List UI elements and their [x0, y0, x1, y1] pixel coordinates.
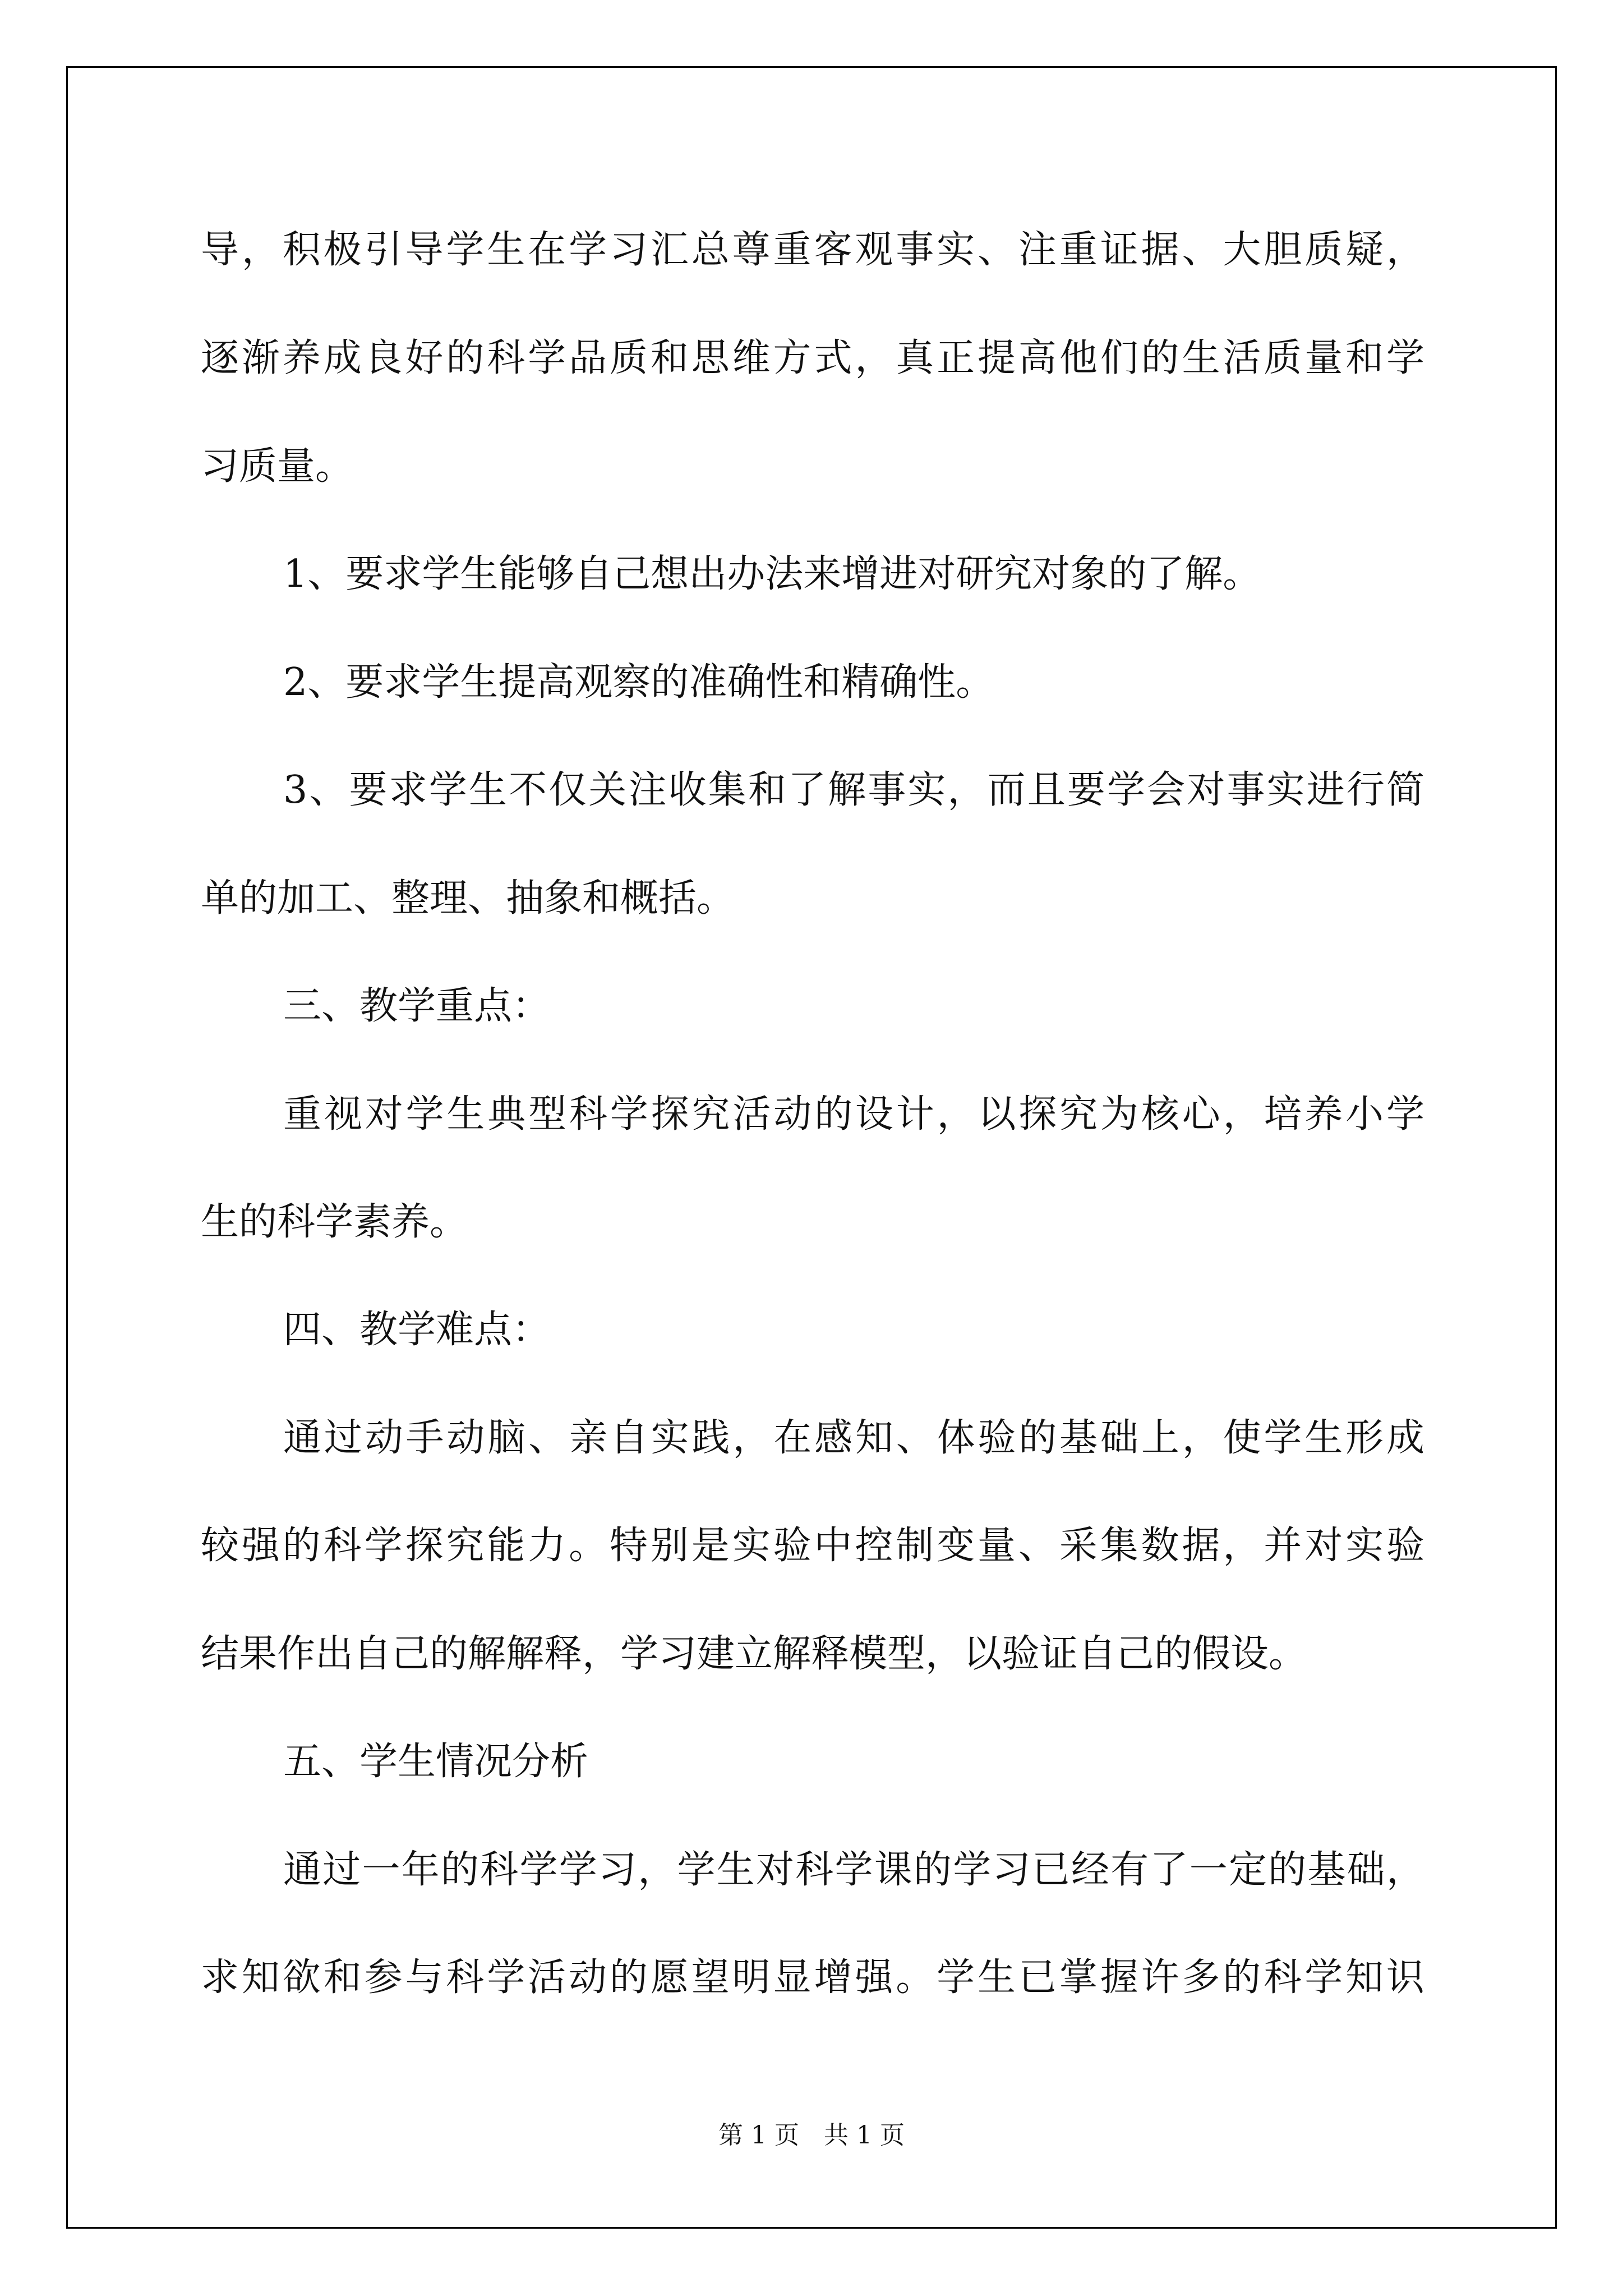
body-line-key-1: 重视对学生典型科学探究活动的设计，以探究为核心，培养小学 [283, 1092, 1424, 1137]
list-item-1: 1、要求学生能够自己想出办法来增进对研究对象的了解。 [283, 552, 1261, 596]
page-footer: 第 1 页 共 1 页 [718, 2121, 905, 2150]
body-line-diff-1: 通过动手动脑、亲自实践，在感知、体验的基础上，使学生形成 [283, 1416, 1424, 1460]
body-line-students-1: 通过一年的科学学习，学生对科学课的学习已经有了一定的基础， [283, 1848, 1424, 1892]
list-item-3-cont: 单的加工、整理、抽象和概括。 [201, 876, 735, 921]
page-border [66, 66, 1557, 2229]
body-line-key-2: 生的科学素养。 [201, 1200, 468, 1244]
body-line-2: 逐渐养成良好的科学品质和思维方式，真正提高他们的生活质量和学 [201, 336, 1424, 380]
list-item-2: 2、要求学生提高观察的准确性和精确性。 [283, 660, 994, 705]
section-heading-3: 三、教学重点： [283, 984, 551, 1028]
section-heading-4: 四、教学难点： [283, 1308, 551, 1352]
body-line-diff-2: 较强的科学探究能力。特别是实验中控制变量、采集数据，并对实验 [201, 1524, 1424, 1568]
section-heading-5: 五、学生情况分析 [283, 1740, 589, 1784]
body-line-3: 习质量。 [201, 444, 354, 489]
body-line-diff-3: 结果作出自己的解解释，学习建立解释模型，以验证自己的假设。 [201, 1632, 1307, 1676]
body-line-1: 导，积极引导学生在学习汇总尊重客观事实、注重证据、大胆质疑， [201, 228, 1424, 272]
list-item-3: 3、要求学生不仅关注收集和了解事实，而且要学会对事实进行简 [283, 768, 1424, 812]
body-line-students-2: 求知欲和参与科学活动的愿望明显增强。学生已掌握许多的科学知识 [201, 1955, 1424, 2000]
